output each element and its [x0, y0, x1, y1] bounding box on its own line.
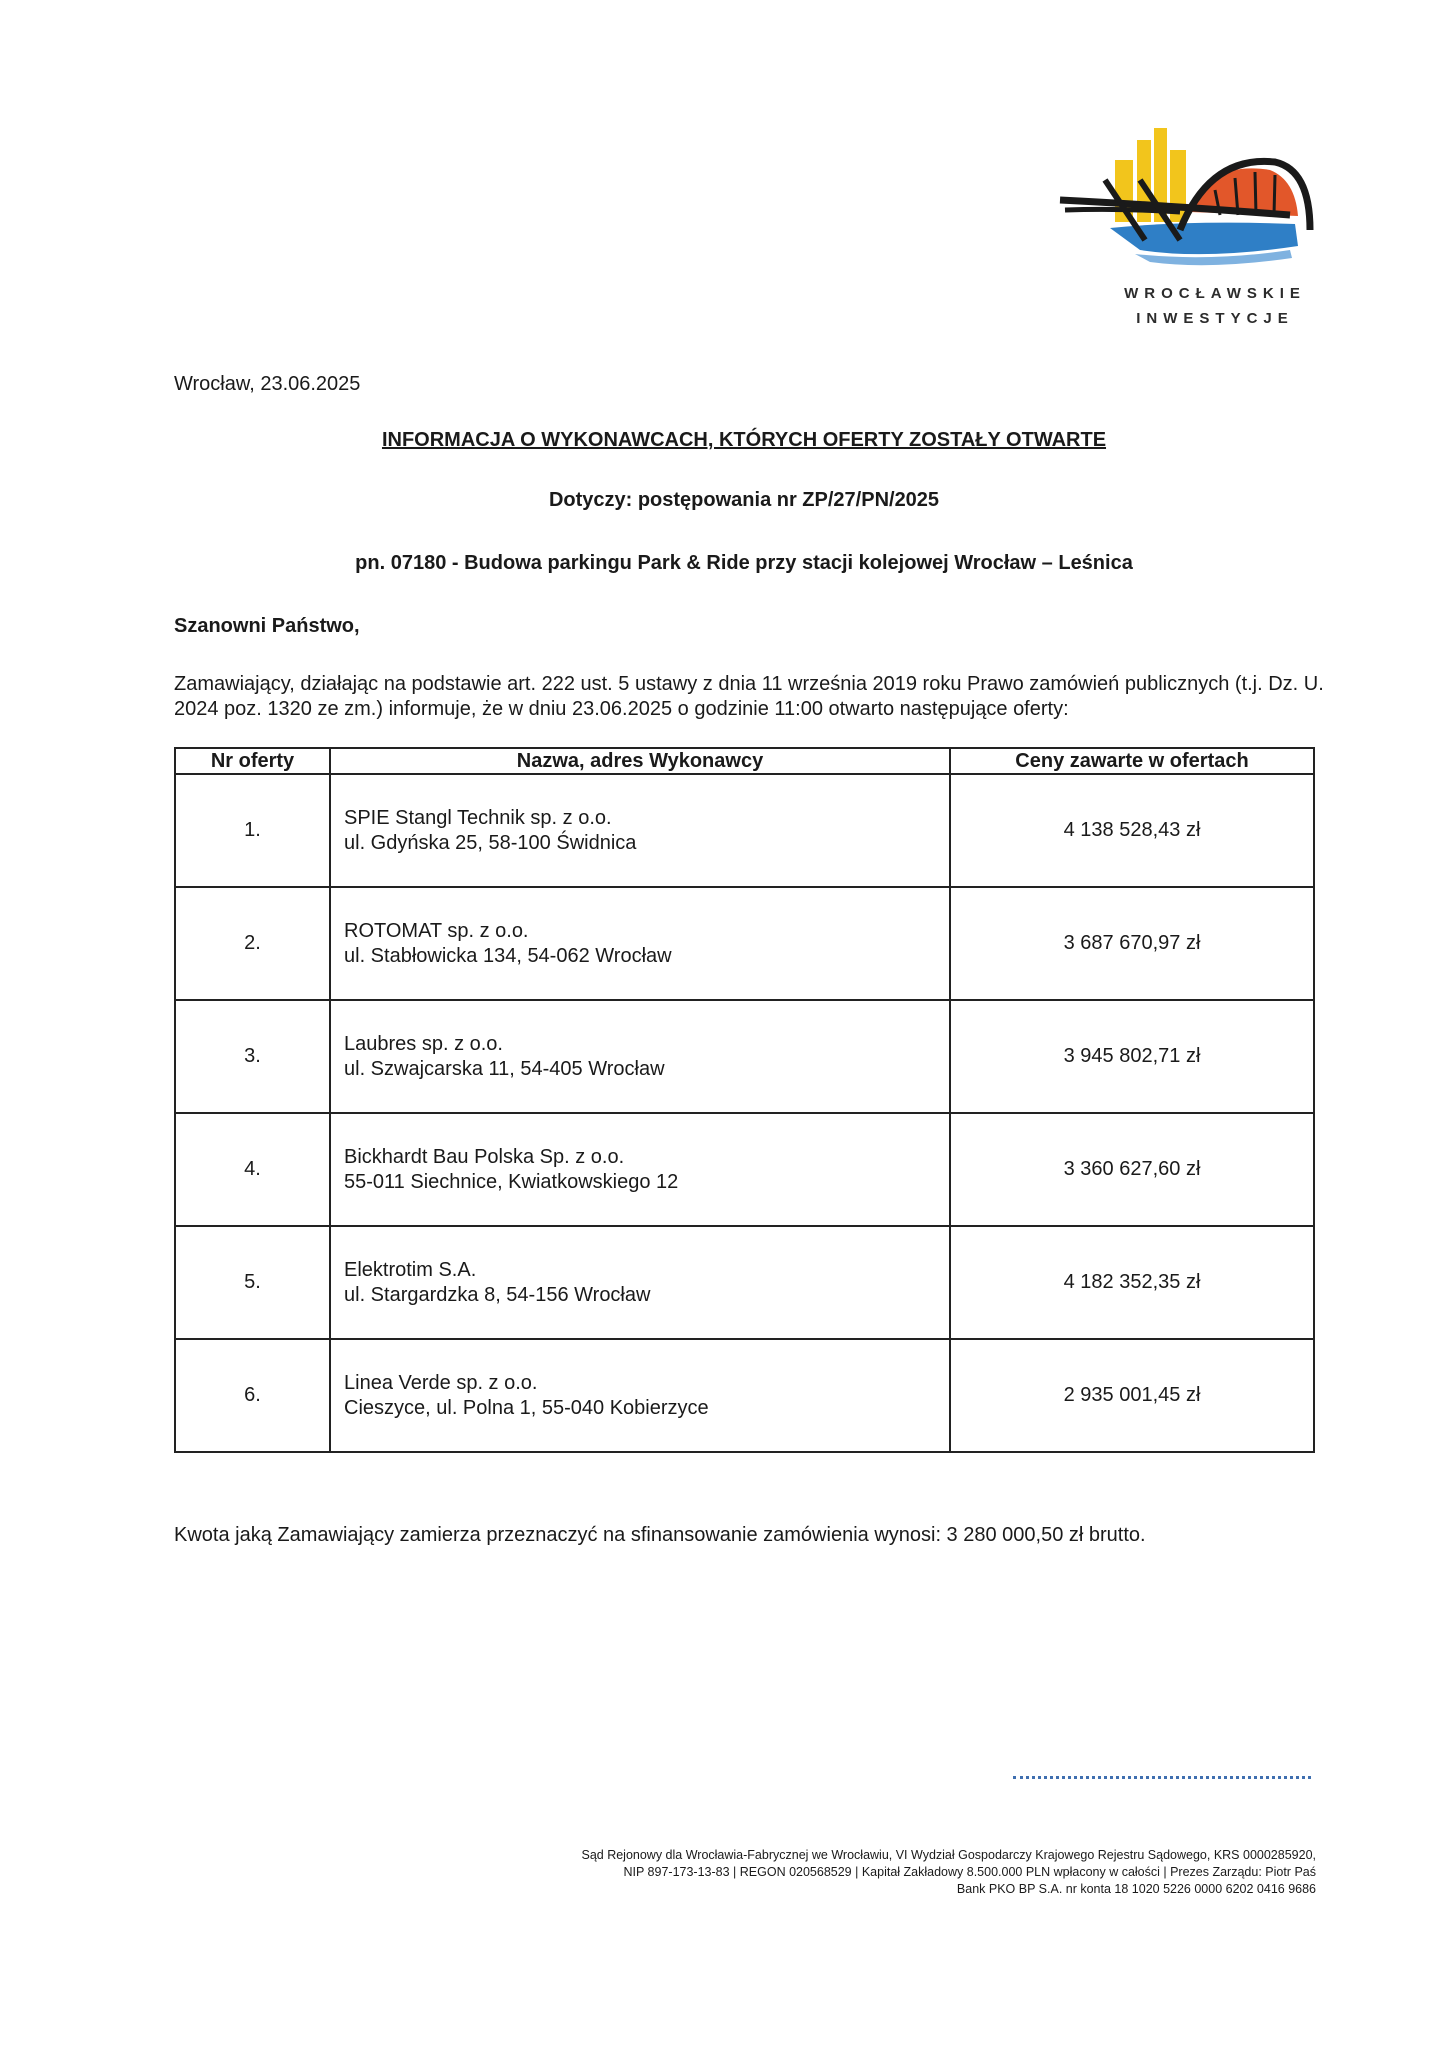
offer-number: 6.: [175, 1339, 330, 1452]
offer-number: 1.: [175, 774, 330, 887]
contractor-address: ul. Szwajcarska 11, 54-405 Wrocław: [344, 1057, 665, 1080]
logo-text-line2: INWESTYCJE: [1136, 310, 1294, 327]
logo-text-line1: WROCŁAWSKIE: [1124, 285, 1306, 302]
company-logo: [1040, 120, 1330, 335]
table-row: [175, 1113, 1314, 1226]
offer-number: 5.: [175, 1226, 330, 1339]
contractor-address: ul. Gdyńska 25, 58-100 Świdnica: [344, 831, 637, 854]
offer-number: 2.: [175, 887, 330, 1000]
table-row: [175, 887, 1314, 1000]
contractor-name: ROTOMAT sp. z o.o.: [344, 919, 529, 942]
document-date: Wrocław, 23.06.2025: [174, 373, 361, 395]
contractor-name: Linea Verde sp. z o.o.: [344, 1371, 538, 1394]
procedure-name: pn. 07180 - Budowa parkingu Park & Ride przy stacji kolejowej Wrocław – Leśnica: [355, 552, 1133, 574]
header-price: Ceny zawarte w ofertach: [950, 748, 1314, 774]
header-name: Nazwa, adres Wykonawcy: [330, 748, 950, 774]
offers-table: [174, 747, 1315, 1453]
contractor-name: Laubres sp. z o.o.: [344, 1032, 503, 1055]
document-title: INFORMACJA O WYKONAWCACH, KTÓRYCH OFERTY ZOSTAŁY OTWARTE: [381, 429, 1107, 451]
contractor-cell: [330, 1339, 950, 1452]
offer-price: 3 687 670,97 zł: [950, 887, 1314, 1000]
table-row: [175, 1226, 1314, 1339]
contractor-address: ul. Stabłowicka 134, 54-062 Wrocław: [344, 944, 672, 967]
offer-price: 4 138 528,43 zł: [950, 774, 1314, 887]
offer-number: 3.: [175, 1000, 330, 1113]
footer-line1: Sąd Rejonowy dla Wrocławia-Fabrycznej we Wrocławiu, VI Wydział Gospodarczy Krajowego Rejestru Sądowego, KRS 0000285920,: [581, 1848, 1316, 1862]
contractor-address: 55-011 Siechnice, Kwiatkowskiego 12: [344, 1170, 679, 1193]
offer-price: 2 935 001,45 zł: [950, 1339, 1314, 1452]
budget-amount: Kwota jaką Zamawiający zamierza przeznaczyć na sfinansowanie zamówienia wynosi: 3 280 000,50 zł brutto.: [174, 1524, 1146, 1546]
contractor-cell: [330, 1113, 950, 1226]
signature-line: [1013, 1776, 1311, 1779]
contractor-cell: [330, 887, 950, 1000]
table-row: [175, 1000, 1314, 1113]
table-row: [175, 1339, 1314, 1452]
offer-price: 3 945 802,71 zł: [950, 1000, 1314, 1113]
offer-price: 3 360 627,60 zł: [950, 1113, 1314, 1226]
contractor-name: Bickhardt Bau Polska Sp. z o.o.: [344, 1145, 625, 1168]
contractor-cell: [330, 774, 950, 887]
offer-number: 4.: [175, 1113, 330, 1226]
contractor-address: Cieszyce, ul. Polna 1, 55-040 Kobierzyce: [344, 1396, 709, 1419]
contractor-address: ul. Stargardzka 8, 54-156 Wrocław: [344, 1283, 651, 1306]
footer: [380, 1847, 1316, 1898]
table-row: [175, 774, 1314, 887]
contractor-cell: [330, 1000, 950, 1113]
contractor-cell: [330, 1226, 950, 1339]
procedure-subject: Dotyczy: postępowania nr ZP/27/PN/2025: [548, 489, 940, 511]
intro-paragraph: Zamawiający, działając na podstawie art. 222 ust. 5 ustawy z dnia 11 września 2019 roku Prawo zamówień publicznych (t.j. Dz. U. 2024 poz. 1320 ze zm.) informuje, że w dniu 23.06.2025 o godzinie 11:00 otwarto następujące oferty:: [174, 673, 1324, 720]
table-header-row: [175, 748, 1314, 774]
header-nr: Nr oferty: [175, 748, 330, 774]
footer-line2: NIP 897-173-13-83 | REGON 020568529 | Kapitał Zakładowy 8.500.000 PLN wpłacony w całości | Prezes Zarządu: Piotr Paś: [623, 1865, 1316, 1879]
contractor-name: SPIE Stangl Technik sp. z o.o.: [344, 806, 612, 829]
contractor-name: Elektrotim S.A.: [344, 1258, 477, 1281]
greeting: Szanowni Państwo,: [174, 615, 360, 637]
footer-line3: Bank PKO BP S.A. nr konta 18 1020 5226 0000 6202 0416 9686: [956, 1882, 1316, 1896]
offer-price: 4 182 352,35 zł: [950, 1226, 1314, 1339]
logo-graphic: [1040, 120, 1330, 280]
